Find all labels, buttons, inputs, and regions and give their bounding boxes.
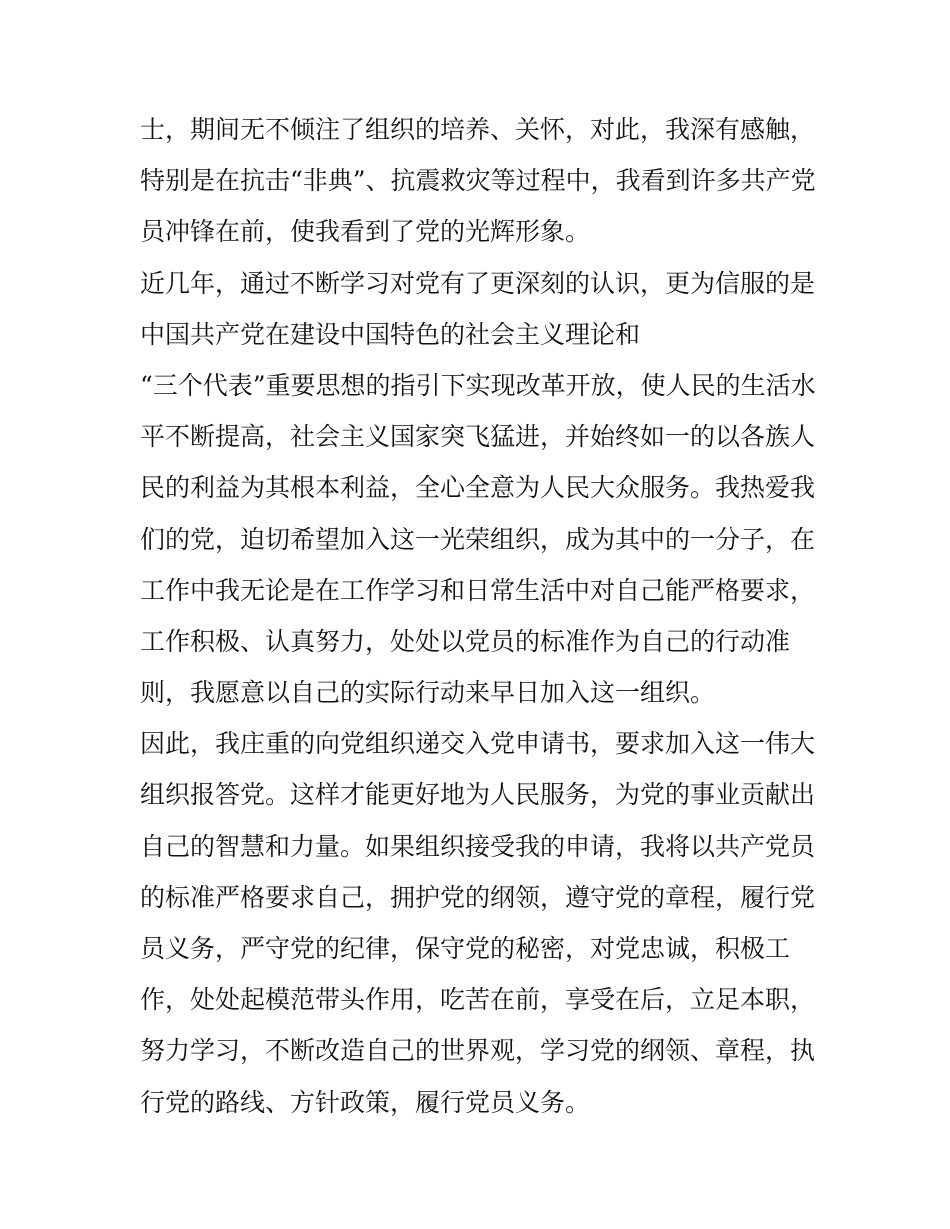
text-line: 则，我愿意以自己的实际行动来早日加入这一组织。	[140, 678, 716, 708]
text-line: 组织报答党。这样才能更好地为人民服务，为党的事业贡献出	[140, 780, 816, 810]
text-line: 士，期间无不倾注了组织的培养、关怀，对此，我深有感触，	[140, 115, 816, 144]
text-line: 努力学习，不断改造自己的世界观，学习党的纲领、章程，执	[140, 1036, 816, 1066]
text-line: “三个代表”重要思想的指引下实现改革开放，使人民的生活水	[140, 370, 816, 400]
text-line: 因此，我庄重的向党组织递交入党申请书，要求加入这一伟大	[140, 729, 816, 759]
text-line: 工作中我无论是在工作学习和日常生活中对自己能严格要求，	[140, 575, 816, 605]
text-line: 们的党，迫切希望加入这一光荣组织，成为其中的一分子，在	[140, 524, 816, 554]
text-line: 平不断提高，社会主义国家突飞猛进，并始终如一的以各族人	[140, 422, 816, 452]
text-line: 员义务，严守党的纪律，保守党的秘密，对党忠诚，积极工	[140, 934, 791, 963]
text-line: 自己的智慧和力量。如果组织接受我的申请，我将以共产党员	[140, 831, 816, 861]
text-line: 员冲锋在前，使我看到了党的光辉形象。	[140, 217, 591, 247]
text-line: 工作积极、认真努力，处处以党员的标准作为自己的行动准	[140, 626, 791, 656]
text-line: 作，处处起模范带头作用，吃苦在前，享受在后，立足本职，	[140, 985, 816, 1015]
body-text	[140, 104, 820, 1128]
text-line: 行党的路线、方针政策，履行党员义务。	[140, 1087, 591, 1117]
text-line: 的标准严格要求自己，拥护党的纲领，遵守党的章程，履行党	[140, 882, 816, 912]
text-line: 民的利益为其根本利益，全心全意为人民大众服务。我热爱我	[140, 473, 816, 503]
text-line: 中国共产党在建设中国特色的社会主义理论和	[140, 319, 641, 349]
text-line: 近几年，通过不断学习对党有了更深刻的认识，更为信服的是	[140, 268, 816, 298]
text-line: 特别是在抗击“非典”、抗震救灾等过程中，我看到许多共产党	[140, 166, 816, 196]
